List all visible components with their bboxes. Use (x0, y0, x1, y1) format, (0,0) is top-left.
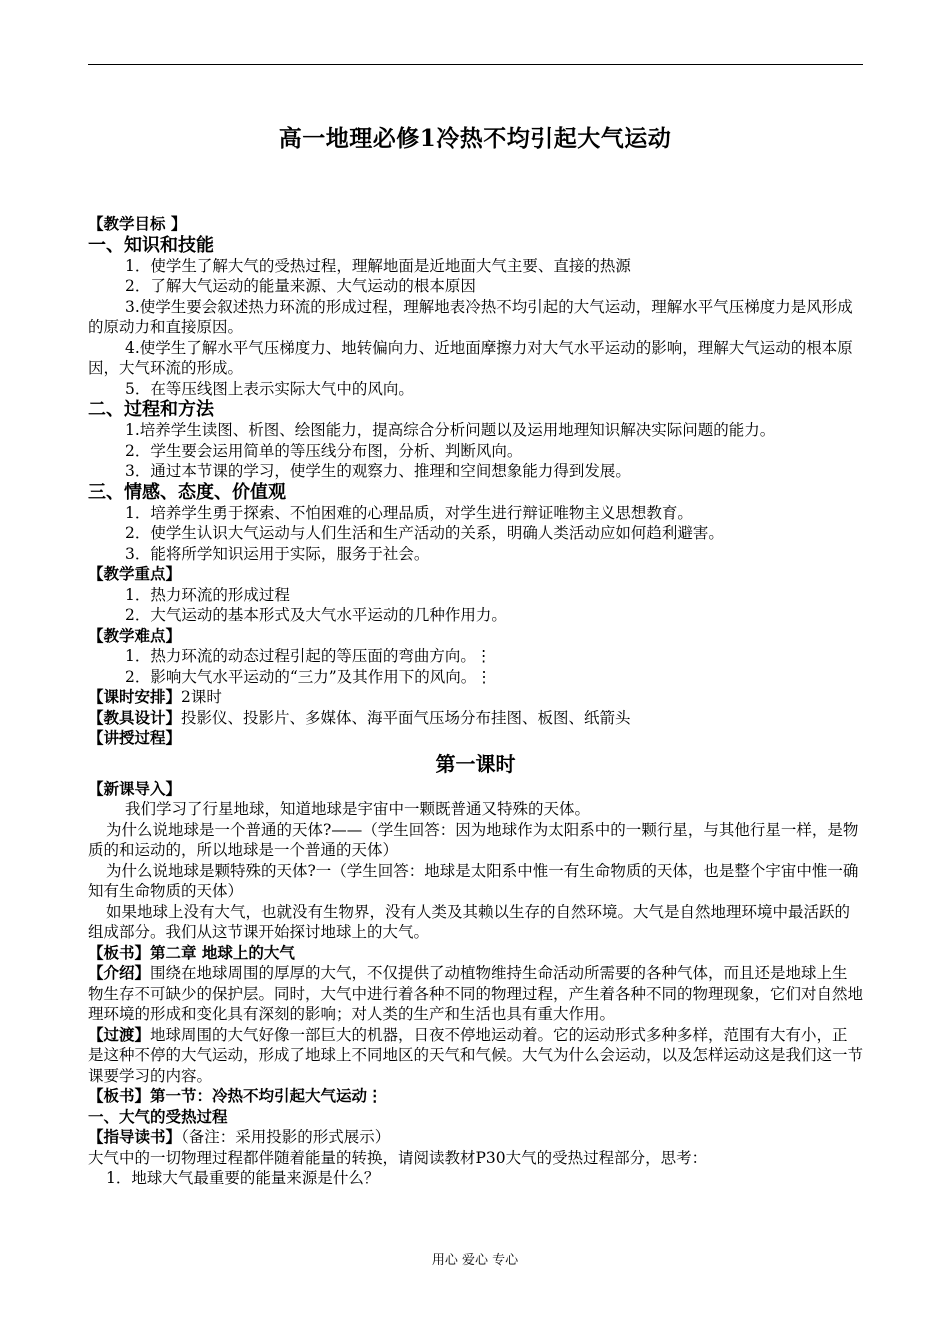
guide-text: （备注：采用投影的形式展示） (181, 1128, 391, 1146)
document-body (88, 214, 863, 1189)
difficulty-item: 1．热力环流的动态过程引起的等压面的弯曲方向。⋮ (125, 647, 492, 665)
header-rule (88, 64, 863, 65)
process-label: 【讲授过程】 (88, 728, 182, 747)
board-line (88, 943, 863, 964)
objective-item: 1．使学生了解大气的受热过程，理解地面是近地面大气主要、直接的热源 (125, 256, 631, 275)
board-label: 【板书】 (88, 1086, 151, 1105)
board-text: 第一节：冷热不均引起大气运动⋮ (150, 1086, 383, 1105)
section-knowledge-heading: 一、知识和技能 (88, 234, 214, 256)
schedule-label: 【课时安排】 (88, 687, 182, 706)
tools-label: 【教具设计】 (88, 707, 182, 727)
transition-text: 地球周围的大气好像一部巨大的机器，日夜不停地运动着。它的运动形式多种多样，范围有大有小，正是这种不停的大气运动，形成了地球上不同地区的天气和气候。大气为什么会运动，以及怎样运动这是我们这一节课要学习的内容。 (88, 1025, 864, 1085)
objective-item: 4.使学生了解水平气压梯度力、地转偏向力、近地面摩擦力对大气水平运动的影响，理解大气运动的根本原因，大气环流的形成。 (88, 338, 853, 377)
objective-item: 2．了解大气运动的能量来源、大气运动的根本原因 (125, 277, 476, 295)
objective-item: 3．能将所学知识运用于实际，服务于社会。 (125, 544, 430, 563)
board-label: 【板书】 (88, 942, 151, 962)
introduction-text: 围绕在地球周围的厚厚的大气，不仅提供了动植物维持生命活动所需要的各种气体，而且还是地球上生物生存不可缺少的保护层。同时，大气中进行着各种不同的物理过程，产生着各种不同的物理现象，它们对自然地理环境的形成和变化具有深刻的影响；对人类的生产和生活也具有重大作用。 (88, 964, 864, 1023)
intro-label: 【新课导入】 (88, 778, 182, 798)
intro-paragraph: 如果地球上没有大气，也就没有生物界，没有人类及其赖以生存的自然环境。大气是自然地理环境中最活跃的组成部分。我们从这节课开始探讨地球上的大气。 (88, 902, 851, 941)
transition-paragraph (88, 1025, 863, 1087)
difficulty-item: 2．影响大气水平运动的“三力”及其作用下的风向。⋮ (125, 667, 492, 686)
subheading: 一、大气的受热过程 (88, 1106, 228, 1126)
lesson-title: 第一课时 (435, 751, 516, 776)
board-line (88, 1086, 863, 1107)
section-process-heading: 二、过程和方法 (88, 399, 214, 420)
focus-item: 2．大气运动的基本形式及大气水平运动的几种作用力。 (125, 606, 507, 624)
board-text: 第二章 地球上的大气 (150, 942, 295, 962)
objectives-header: 【教学目标 】 (88, 214, 187, 233)
focus-heading: 【教学重点】 (88, 564, 182, 583)
tools-line (88, 708, 863, 729)
schedule-line (88, 687, 863, 708)
objective-item: 5．在等压线图上表示实际大气中的风向。 (125, 379, 414, 398)
objective-item: 3．通过本节课的学习，使学生的观察力、推理和空间想象能力得到发展。 (125, 462, 631, 480)
page-footer: 用心 爱心 专心 (431, 1253, 519, 1268)
objective-item: 2．使学生认识大气运动与人们生活和生产活动的关系，明确人类活动应如何趋利避害。 (125, 524, 724, 542)
guide-label: 【指导读书】 (88, 1127, 182, 1146)
reading-text: 大气中的一切物理过程都伴随着能量的转换，请阅读教材P30大气的受热过程部分，思考： (88, 1148, 708, 1167)
introduction-paragraph (88, 963, 863, 1025)
document-title: 高一地理必修1冷热不均引起大气运动 (278, 125, 672, 152)
objective-item: 1．培养学生勇于探索、不怕困难的心理品质，对学生进行辩证唯物主义思想教育。 (125, 503, 693, 522)
objective-item: 3.使学生要会叙述热力环流的形成过程，理解地表冷热不均引起的大气运动，理解水平气压梯度力是风形成的原动力和直接原因。 (88, 297, 853, 336)
transition-label: 【过渡】 (88, 1024, 151, 1044)
question-item: 1．地球大气最重要的能量来源是什么？ (106, 1169, 380, 1187)
objective-item: 1.培养学生读图、析图、绘图能力，提高综合分析问题以及运用地理知识解决实际问题的能力。 (125, 421, 776, 439)
section-attitude-heading: 三、情感、态度、价值观 (88, 481, 286, 503)
intro-paragraph: 我们学习了行星地球，知道地球是宇宙中一颗既普通又特殊的天体。 (125, 800, 591, 818)
difficulty-heading: 【教学难点】 (88, 625, 182, 645)
intro-paragraph: 为什么说地球是颗特殊的天体?一（学生回答：地球是太阳系中惟一有生命物质的天体，也是整个宇宙中惟一确知有生命物质的天体） (88, 861, 859, 900)
objective-item: 2．学生要会运用简单的等压线分布图，分析、判断风向。 (125, 441, 523, 460)
tools-value: 投影仪、投影片、多媒体、海平面气压场分布挂图、板图、纸箭头 (181, 708, 631, 727)
introduction-label: 【介绍】 (88, 963, 151, 982)
schedule-value: 2课时 (181, 688, 222, 706)
intro-paragraph: 为什么说地球是一个普通的天体?——（学生回答：因为地球作为太阳系中的一颗行星，与其他行星一样，是物质的和运动的，所以地球是一个普通的天体） (88, 820, 859, 859)
focus-item: 1．热力环流的形成过程 (125, 585, 290, 604)
guide-line (88, 1127, 863, 1148)
